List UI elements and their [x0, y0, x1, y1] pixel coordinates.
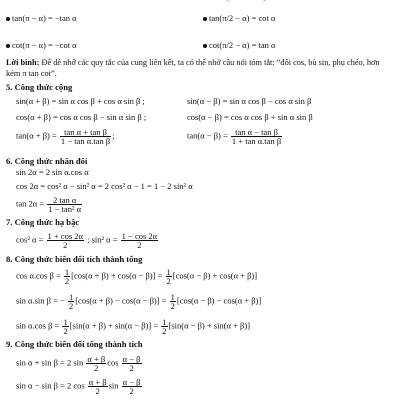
bullet [6, 17, 10, 21]
fraction: $\frac{1}{2}$ [68, 292, 74, 311]
note-paragraph [6, 57, 394, 79]
formula-diff-sin: sin α − sin β = 2 cos $\frac{\alpha + \beta}{2}$ sin $\frac{\alpha - \beta}{2}$ [16, 377, 141, 396]
fraction: $\frac{\alpha + \beta}{2}$ [87, 354, 106, 373]
formula-tan-double: tan 2α = $\frac{\text{2 tan α}}{\text{1 − tan² α}}$ [16, 195, 82, 214]
bullet [203, 44, 207, 48]
cropped-bracket [225, 0, 267, 2]
section-8-heading: 8. Công thức biến đổi tích thành tổng [6, 254, 143, 264]
formula-tan-sub: tan(α − β) = $\frac{\text{tan α − tan β}}{\text{1 + tan α.tan β}}$ [187, 127, 282, 146]
formula-cos-sub: cos(α − β) = cos α cos β + sin α sin β [187, 112, 313, 122]
fraction: $\frac{\alpha - \beta}{2}$ [122, 354, 141, 373]
identity-cot-pi-minus: cot(π − α) = −cot α [6, 40, 77, 50]
fraction: $\frac{1}{2}$ [162, 317, 167, 336]
formula-sin-double: sin 2α = 2 sin α.cos α [16, 167, 89, 177]
note-text: Để dễ nhớ các quy tắc của cung liên kết, ta có thể nhớ câu nói tóm tắt: “đối cos, bù sin, phụ chéo, hơn kém π tan cot”. [6, 58, 380, 78]
formula-product-sin-sin: sin α.sin β = − $\frac{1}{2}$ [cos(α + β) − cos(α − β)] = $\frac{1}{2}$ [cos(α − β) − cos(α + β)] [16, 292, 262, 311]
formula-product-cos-cos: cos α.cos β = $\frac{1}{2}$ [cos(α + β) + cos(α − β)] = $\frac{1}{2}$ [cos(α − β) + cos(α + β)] [16, 267, 258, 286]
section-6-heading: 6. Công thức nhân đôi [6, 156, 88, 166]
bullet [203, 17, 207, 21]
fraction: $\frac{\alpha + \beta}{2}$ [88, 377, 107, 396]
fraction: $\frac{\text{tan α + tan β}}{\text{1 − tan α.tan β}}$ [60, 127, 111, 146]
formula-product-sin-cos: sin α.cos β = $\frac{1}{2}$ [sin(α + β) + sin(α − β)] = $\frac{1}{2}$ [sin(α − β) + sin(α + β)] [16, 317, 251, 336]
section-7-heading: 7. Công thức hạ bậc [6, 217, 80, 227]
formula-cos-double: cos 2α = cos² α − sin² α = 2 cos² α − 1 = 1 − 2 sin² α [16, 181, 193, 191]
formula-tan-add: tan(α + β) = $\frac{\text{tan α + tan β}}{\text{1 − tan α.tan β}}$ ; [16, 127, 115, 146]
section-5-heading: 5. Công thức cộng [6, 82, 73, 92]
fraction: $\frac{1}{2}$ [166, 267, 171, 286]
fraction: $\frac{1 + \cos 2\alpha}{2}$ [47, 231, 83, 250]
note-label: Lời bình: [6, 58, 40, 67]
identity-cot-half-pi-minus: cot(π/2 − α) = tan α [203, 40, 275, 50]
fraction: $\frac{1}{2}$ [64, 267, 70, 286]
fraction: $\frac{1 - \cos 2\alpha}{2}$ [121, 231, 158, 250]
fraction: $\frac{\text{2 tan α}}{\text{1 − tan² α}}$ [48, 195, 82, 214]
fraction: $\frac{\alpha - \beta}{2}$ [122, 377, 141, 396]
fraction: $\frac{\text{tan α − tan β}}{\text{1 + tan α.tan β}}$ [231, 127, 282, 146]
formula-cos-add: cos(α + β) = cos α cos β − sin α sin β ; [16, 112, 147, 122]
identity-tan-pi-minus: tan(π − α) = −tan α [6, 13, 77, 23]
formula-sin-add: sin(α + β) = sin α cos β + cos α sin β ; [16, 96, 145, 106]
identity-tan-half-pi-minus: tan(π/2 − α) = cot α [203, 13, 275, 23]
section-9-heading: 9. Công thức biến đổi tổng thành tích [6, 339, 143, 349]
formula-sin-sub: sin(α − β) = sin α cos β − cos α sin β [187, 96, 312, 106]
fraction: $\frac{1}{2}$ [63, 317, 68, 336]
bullet [6, 44, 10, 48]
formula-sum-sin: sin α + sin β = 2 sin $\frac{\alpha + \beta}{2}$ cos $\frac{\alpha - \beta}{2}$ [16, 354, 141, 373]
formula-power-reduction: cos² α = $\frac{1 + \cos 2\alpha}{2}$ ; sin² α = $\frac{1 - \cos 2\alpha}{2}$ [16, 231, 158, 250]
fraction: $\frac{1}{2}$ [170, 292, 175, 311]
